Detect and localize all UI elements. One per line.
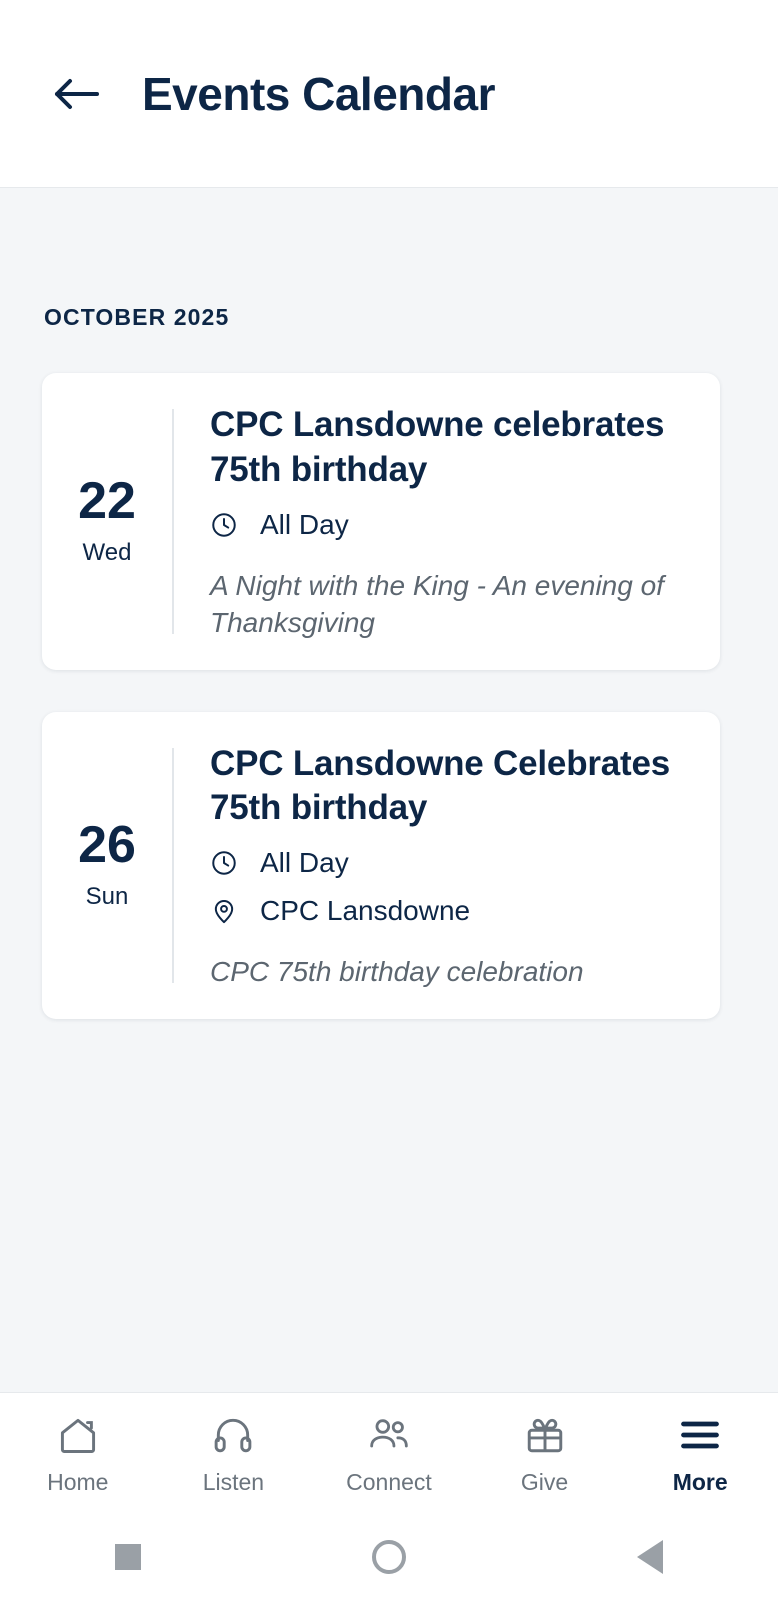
home-icon: [56, 1411, 100, 1459]
app-header: [0, 0, 778, 188]
hamburger-icon: [678, 1411, 722, 1459]
event-description: CPC 75th birthday celebration: [210, 956, 584, 988]
event-title: CPC Lansdowne Celebrates 75th birthday: [210, 743, 671, 828]
system-navigation-bar: [0, 1514, 778, 1600]
clock-icon: [210, 511, 244, 539]
map-pin-icon: [210, 897, 244, 925]
back-button[interactable]: [44, 62, 108, 126]
arrow-left-icon: [53, 77, 99, 111]
tab-label: Connect: [346, 1469, 432, 1495]
event-time: All Day: [260, 847, 349, 879]
event-time: All Day: [260, 508, 349, 540]
clock-icon: [210, 849, 244, 877]
events-list: [0, 188, 778, 1392]
tab-label: More: [672, 1469, 728, 1495]
month-heading: OCTOBER 2025: [44, 304, 230, 330]
event-day: 22: [78, 472, 136, 531]
event-description: A Night with the King - An evening of Thanksgiving: [210, 569, 664, 639]
tab-listen[interactable]: [156, 1393, 312, 1514]
event-location: CPC Lansdowne: [260, 895, 471, 927]
bottom-tab-bar: [0, 1392, 778, 1514]
square-icon[interactable]: [115, 1544, 141, 1570]
event-details: [174, 395, 720, 648]
event-date: [42, 734, 172, 997]
event-title: CPC Lansdowne celebrates 75th birthday: [210, 405, 665, 489]
tab-give[interactable]: [467, 1393, 623, 1514]
event-time-row: [210, 847, 684, 879]
event-location-row: [210, 895, 684, 927]
people-icon: [366, 1411, 412, 1459]
event-weekday: Sun: [85, 883, 129, 911]
tab-more[interactable]: [622, 1393, 778, 1514]
gift-icon: [523, 1411, 567, 1459]
circle-icon[interactable]: [372, 1540, 406, 1574]
event-details: [174, 734, 720, 997]
event-weekday: Wed: [82, 539, 132, 567]
tab-home[interactable]: [0, 1393, 156, 1514]
triangle-back-icon[interactable]: [637, 1540, 663, 1574]
tab-connect[interactable]: [311, 1393, 467, 1514]
event-card[interactable]: [42, 373, 720, 670]
event-day: 26: [78, 816, 136, 875]
headphones-icon: [211, 1411, 255, 1459]
event-time-row: [210, 509, 684, 541]
tab-label: Give: [520, 1469, 569, 1495]
event-card[interactable]: [42, 712, 720, 1019]
event-date: [42, 395, 172, 648]
tab-label: Home: [47, 1469, 109, 1495]
tab-label: Listen: [202, 1469, 265, 1495]
page-title: Events Calendar: [142, 67, 495, 120]
